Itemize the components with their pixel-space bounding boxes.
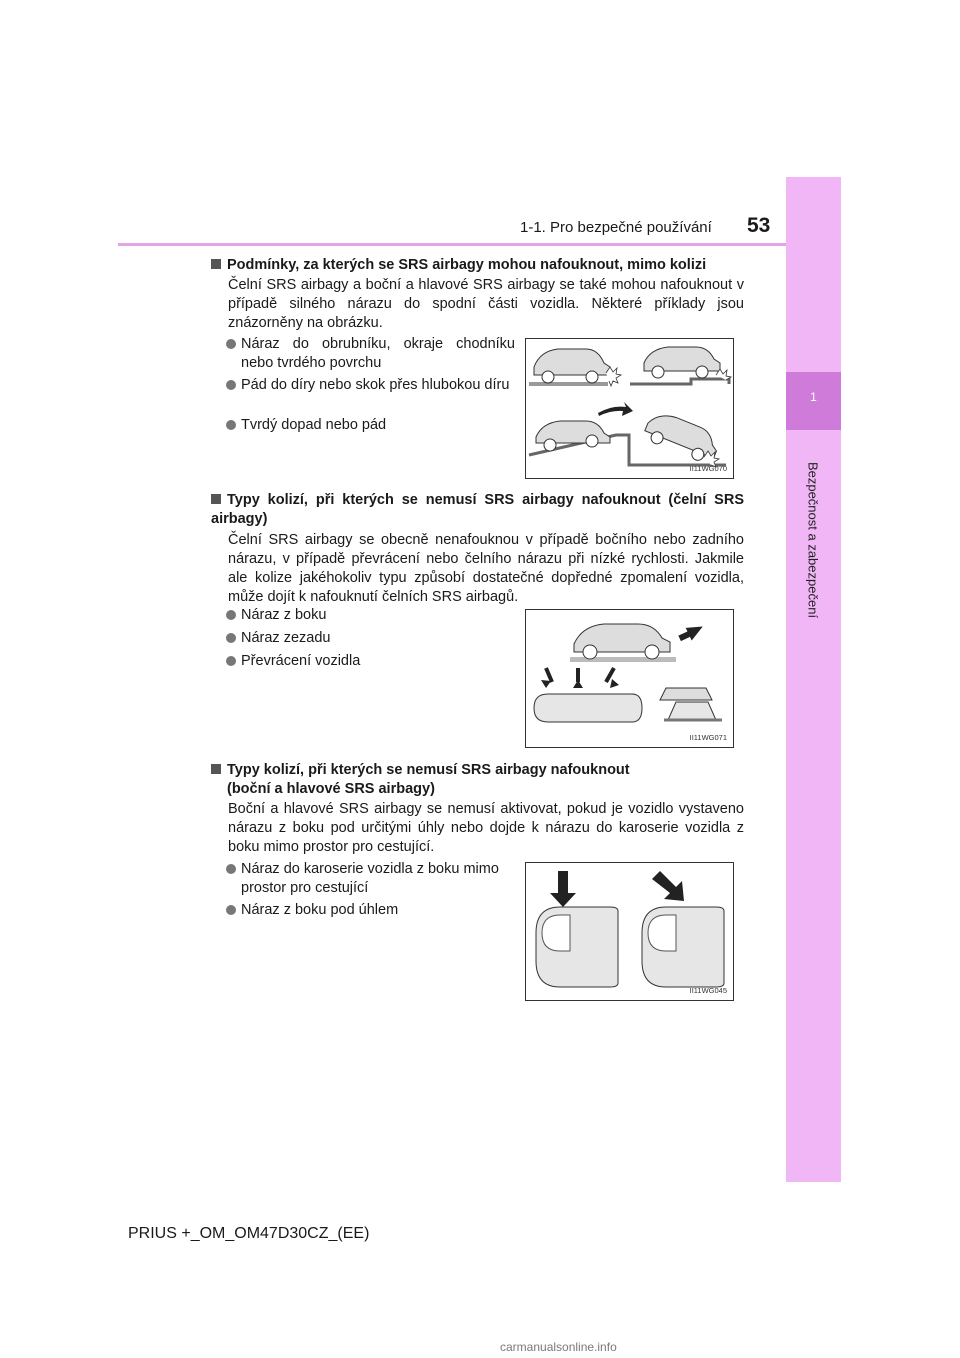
figure-1-code: II11WG070 bbox=[689, 464, 727, 473]
figure-3-code: II11WG045 bbox=[689, 986, 727, 995]
figure-2-code: II11WG071 bbox=[689, 733, 727, 742]
bullet-dot-icon bbox=[226, 905, 236, 915]
side-tab-number: 1 bbox=[810, 390, 817, 404]
section-2-bullet-1: Náraz z boku bbox=[241, 606, 515, 625]
bullet-dot-icon bbox=[226, 339, 236, 349]
section-1-heading: Podmínky, za kterých se SRS airbagy mohou nafouknout, mimo kolizi bbox=[211, 256, 751, 275]
section-2-heading: Typy kolizí, při kterých se nemusí SRS airbagy nafouknout (čelní SRS airbagy) bbox=[211, 492, 744, 527]
square-bullet-icon bbox=[211, 494, 221, 504]
header-rule bbox=[118, 243, 786, 246]
figure-2 bbox=[525, 609, 734, 748]
section-2-body: Čelní SRS airbagy se obecně nenafouknou v případě bočního nebo zadního nárazu, v případě převrácení nebo čelního nárazu při nízké rychlosti. Jakmile ale kolize jakéhokoliv typu způsobí dostatečné dopředné zpomalení vozidla, může dojít k nafouknutí čelních SRS airbagů. bbox=[228, 532, 744, 605]
bullet-dot-icon bbox=[226, 633, 236, 643]
angled-side-impact-illustration bbox=[526, 863, 733, 1000]
section-1-bullet-3: Tvrdý dopad nebo pád bbox=[241, 416, 515, 435]
bullet-dot-icon bbox=[226, 380, 236, 390]
section-1-body: Čelní SRS airbagy a boční a hlavové SRS airbagy se také mohou nafouknout v případě silného nárazu do spodní části vozidla. Některé příklady jsou znázorněny na obrázku. bbox=[228, 277, 744, 331]
section-1-bullet-2: Pád do díry nebo skok přes hlubokou díru bbox=[241, 376, 515, 395]
bullet-dot-icon bbox=[226, 656, 236, 666]
section-3-bullet-2: Náraz z boku pod úhlem bbox=[241, 901, 515, 920]
side-tab-label: Bezpečnost a zabezpečení bbox=[805, 461, 821, 619]
section-1-bullet-1: Náraz do obrubníku, okraje chodníku nebo tvrdého povrchu bbox=[241, 335, 515, 373]
side-rear-rollover-illustration bbox=[526, 610, 733, 747]
section-title: 1-1. Pro bezpečné používání bbox=[520, 219, 712, 236]
figure-3 bbox=[525, 862, 734, 1001]
square-bullet-icon bbox=[211, 764, 221, 774]
bullet-dot-icon bbox=[226, 420, 236, 430]
section-2-bullet-3: Převrácení vozidla bbox=[241, 652, 515, 671]
square-bullet-icon bbox=[211, 259, 221, 269]
watermark: carmanualsonline.info bbox=[500, 1340, 617, 1354]
bullet-dot-icon bbox=[226, 864, 236, 874]
curb-impact-illustration bbox=[526, 339, 733, 478]
section-3-bullet-1: Náraz do karoserie vozidla z boku mimo prostor pro cestující bbox=[241, 860, 515, 898]
figure-1 bbox=[525, 338, 734, 479]
side-tab bbox=[786, 177, 841, 1182]
bullet-dot-icon bbox=[226, 610, 236, 620]
section-2-bullet-2: Náraz zezadu bbox=[241, 629, 515, 648]
page-number: 53 bbox=[747, 214, 771, 237]
footer-document-code: PRIUS +_OM_OM47D30CZ_(EE) bbox=[128, 1225, 370, 1242]
section-3-heading: Typy kolizí, při kterých se nemusí SRS airbagy nafouknout (boční a hlavové SRS airbagy) bbox=[211, 761, 744, 799]
section-3-body: Boční a hlavové SRS airbagy se nemusí aktivovat, pokud je vozidlo vystaveno nárazu z boku pod určitými úhly nebo dojde k nárazu do karoserie vozidla z boku mimo prostor pro cestující. bbox=[228, 801, 744, 855]
